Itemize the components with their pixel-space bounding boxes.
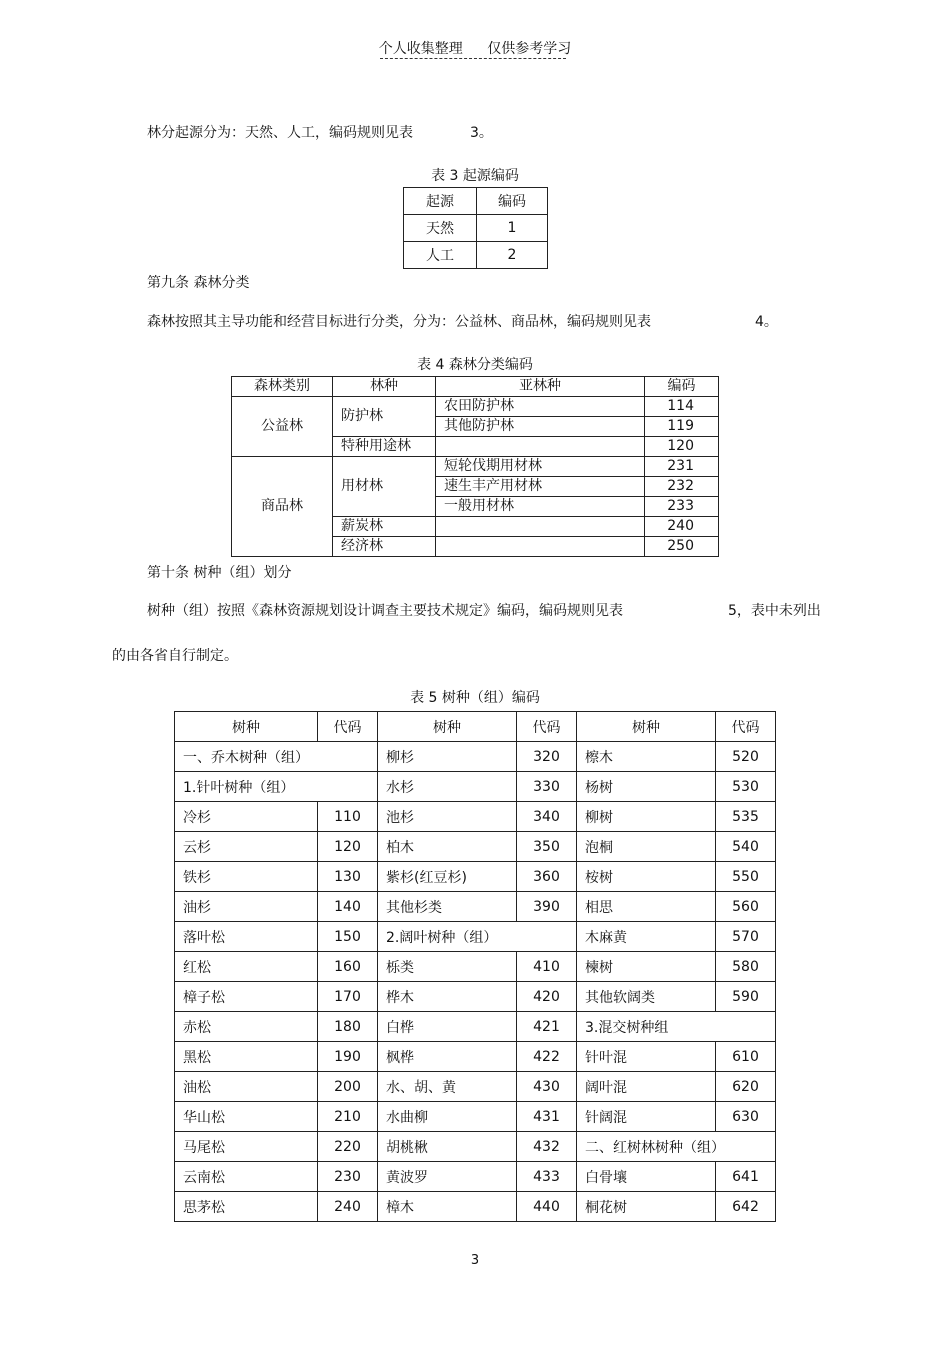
species-cell: 木麻黄 [577, 922, 716, 952]
table-header-cell: 代码 [318, 712, 378, 742]
code-cell: 550 [716, 862, 776, 892]
species-cell: 檫木 [577, 742, 716, 772]
species-paragraph: 树种（组）按照《森林资源规划设计调查主要技术规定》编码，编码规则见表 [147, 603, 623, 619]
table5-caption: 表 5 树种（组）编码 [410, 690, 540, 706]
species-cell: 紫杉(红豆杉) [378, 862, 517, 892]
table-cell: 人工 [404, 242, 477, 269]
category-cell: 商品林 [232, 457, 333, 557]
table-header-cell: 林种 [333, 377, 436, 397]
code-cell: 240 [318, 1192, 378, 1222]
page-number: 3 [470, 1253, 480, 1268]
table-cell: 2 [477, 242, 548, 269]
code-cell: 535 [716, 802, 776, 832]
code-cell: 390 [517, 892, 577, 922]
code-cell: 340 [517, 802, 577, 832]
code-cell: 641 [716, 1162, 776, 1192]
table-row [175, 1102, 776, 1132]
table-row [175, 952, 776, 982]
table-header-cell: 起源 [404, 188, 477, 215]
forest-type-cell: 用材林 [333, 457, 436, 517]
species-cell: 相思 [577, 892, 716, 922]
species-cell: 一、乔木树种（组） [175, 742, 378, 772]
code-cell: 170 [318, 982, 378, 1012]
code-cell: 580 [716, 952, 776, 982]
species-cell: 柳树 [577, 802, 716, 832]
code-cell: 140 [318, 892, 378, 922]
forest-class-paragraph-ref: 4。 [755, 314, 778, 330]
species-cell: 油松 [175, 1072, 318, 1102]
page-header [0, 38, 950, 58]
article-10-heading: 第十条 树种（组）划分 [147, 565, 292, 581]
table4-caption: 表 4 森林分类编码 [417, 357, 533, 373]
species-cell: 二、红树林树种（组） [577, 1132, 776, 1162]
code-cell: 250 [645, 537, 719, 557]
species-cell: 1.针叶树种（组） [175, 772, 378, 802]
code-cell: 240 [645, 517, 719, 537]
species-cell: 云杉 [175, 832, 318, 862]
table-row [175, 1132, 776, 1162]
species-paragraph-continued: 的由各省自行制定。 [112, 648, 238, 664]
code-cell: 432 [517, 1132, 577, 1162]
species-cell: 楝树 [577, 952, 716, 982]
code-cell: 190 [318, 1042, 378, 1072]
table-header-cell: 亚林种 [436, 377, 645, 397]
table-row [175, 1072, 776, 1102]
code-cell: 440 [517, 1192, 577, 1222]
species-cell: 池杉 [378, 802, 517, 832]
species-cell: 杨树 [577, 772, 716, 802]
sub-type-cell: 其他防护林 [436, 417, 645, 437]
table-header-cell: 树种 [577, 712, 716, 742]
code-cell: 420 [517, 982, 577, 1012]
code-cell: 320 [517, 742, 577, 772]
species-cell: 柳杉 [378, 742, 517, 772]
sub-type-cell: 一般用材林 [436, 497, 645, 517]
species-cell: 针叶混 [577, 1042, 716, 1072]
forest-type-cell: 特种用途林 [333, 437, 436, 457]
species-cell: 油杉 [175, 892, 318, 922]
species-cell: 柏木 [378, 832, 517, 862]
forest-class-table [231, 376, 719, 557]
code-cell: 421 [517, 1012, 577, 1042]
code-cell: 210 [318, 1102, 378, 1132]
code-cell: 160 [318, 952, 378, 982]
code-cell: 560 [716, 892, 776, 922]
code-cell: 230 [318, 1162, 378, 1192]
table-row [175, 1192, 776, 1222]
code-cell: 114 [645, 397, 719, 417]
forest-type-cell: 薪炭林 [333, 517, 436, 537]
table-row [175, 832, 776, 862]
species-cell: 思茅松 [175, 1192, 318, 1222]
header-right-text: 仅供参考学习 [487, 41, 572, 57]
table-header-cell: 编码 [645, 377, 719, 397]
species-cell: 赤松 [175, 1012, 318, 1042]
code-cell: 233 [645, 497, 719, 517]
table-row [175, 1162, 776, 1192]
table-row [175, 1042, 776, 1072]
species-cell: 水、胡、黄 [378, 1072, 517, 1102]
origin-paragraph-text: 林分起源分为：天然、人工，编码规则见表 [147, 125, 413, 141]
species-code-table [174, 711, 776, 1222]
code-cell: 410 [517, 952, 577, 982]
table-row [175, 892, 776, 922]
code-cell: 330 [517, 772, 577, 802]
origin-paragraph-ref: 3。 [470, 125, 493, 141]
code-cell: 570 [716, 922, 776, 952]
table-header-cell: 树种 [175, 712, 318, 742]
code-cell: 590 [716, 982, 776, 1012]
species-cell: 其他杉类 [378, 892, 517, 922]
table-header-cell: 森林类别 [232, 377, 333, 397]
table-row [175, 772, 776, 802]
article-9-heading: 第九条 森林分类 [147, 275, 250, 291]
header-divider [380, 58, 566, 59]
code-cell: 120 [318, 832, 378, 862]
sub-type-cell [436, 537, 645, 557]
sub-type-cell: 速生丰产用材林 [436, 477, 645, 497]
code-cell: 431 [517, 1102, 577, 1132]
table-row [175, 802, 776, 832]
code-cell: 422 [517, 1042, 577, 1072]
species-cell: 白桦 [378, 1012, 517, 1042]
code-cell: 520 [716, 742, 776, 772]
species-cell: 桦木 [378, 982, 517, 1012]
sub-type-cell: 短轮伐期用材林 [436, 457, 645, 477]
code-cell: 360 [517, 862, 577, 892]
species-cell: 云南松 [175, 1162, 318, 1192]
forest-type-cell: 经济林 [333, 537, 436, 557]
code-cell: 119 [645, 417, 719, 437]
code-cell: 150 [318, 922, 378, 952]
table-header-cell: 代码 [517, 712, 577, 742]
code-cell: 642 [716, 1192, 776, 1222]
code-cell: 110 [318, 802, 378, 832]
forest-type-cell: 防护林 [333, 397, 436, 437]
table3-caption: 表 3 起源编码 [431, 168, 519, 184]
code-cell: 630 [716, 1102, 776, 1132]
species-cell: 针阔混 [577, 1102, 716, 1132]
table-header-cell: 代码 [716, 712, 776, 742]
species-cell: 落叶松 [175, 922, 318, 952]
sub-type-cell [436, 437, 645, 457]
species-cell: 枫桦 [378, 1042, 517, 1072]
species-cell: 泡桐 [577, 832, 716, 862]
sub-type-cell [436, 517, 645, 537]
code-cell: 433 [517, 1162, 577, 1192]
species-cell: 黄波罗 [378, 1162, 517, 1192]
species-paragraph-ref: 5，表中未列出 [728, 603, 821, 619]
code-cell: 130 [318, 862, 378, 892]
table-header-cell: 编码 [477, 188, 548, 215]
species-cell: 红松 [175, 952, 318, 982]
sub-type-cell: 农田防护林 [436, 397, 645, 417]
species-cell: 2.阔叶树种（组） [378, 922, 577, 952]
code-cell: 620 [716, 1072, 776, 1102]
species-cell: 阔叶混 [577, 1072, 716, 1102]
species-cell: 3.混交树种组 [577, 1012, 776, 1042]
code-cell: 350 [517, 832, 577, 862]
species-cell: 马尾松 [175, 1132, 318, 1162]
species-cell: 其他软阔类 [577, 982, 716, 1012]
table-row [175, 862, 776, 892]
table-row [175, 742, 776, 772]
code-cell: 610 [716, 1042, 776, 1072]
code-cell: 180 [318, 1012, 378, 1042]
species-cell: 水曲柳 [378, 1102, 517, 1132]
species-cell: 栎类 [378, 952, 517, 982]
code-cell: 232 [645, 477, 719, 497]
species-cell: 黑松 [175, 1042, 318, 1072]
code-cell: 220 [318, 1132, 378, 1162]
category-cell: 公益林 [232, 397, 333, 457]
forest-class-paragraph: 森林按照其主导功能和经营目标进行分类，分为：公益林、商品林，编码规则见表 [147, 314, 651, 330]
species-cell: 白骨壤 [577, 1162, 716, 1192]
code-cell: 540 [716, 832, 776, 862]
species-cell: 桐花树 [577, 1192, 716, 1222]
table-header-cell: 树种 [378, 712, 517, 742]
species-cell: 华山松 [175, 1102, 318, 1132]
code-cell: 430 [517, 1072, 577, 1102]
table-row [175, 982, 776, 1012]
species-cell: 桉树 [577, 862, 716, 892]
table-cell: 1 [477, 215, 548, 242]
origin-paragraph [147, 122, 413, 142]
species-cell: 樟木 [378, 1192, 517, 1222]
origin-code-table [403, 187, 548, 269]
header-left-text: 个人收集整理 [378, 41, 463, 57]
species-cell: 胡桃楸 [378, 1132, 517, 1162]
table-row [175, 1012, 776, 1042]
table-row [175, 922, 776, 952]
code-cell: 231 [645, 457, 719, 477]
code-cell: 200 [318, 1072, 378, 1102]
table-cell: 天然 [404, 215, 477, 242]
species-cell: 水杉 [378, 772, 517, 802]
species-cell: 铁杉 [175, 862, 318, 892]
code-cell: 530 [716, 772, 776, 802]
species-cell: 冷杉 [175, 802, 318, 832]
code-cell: 120 [645, 437, 719, 457]
species-cell: 樟子松 [175, 982, 318, 1012]
